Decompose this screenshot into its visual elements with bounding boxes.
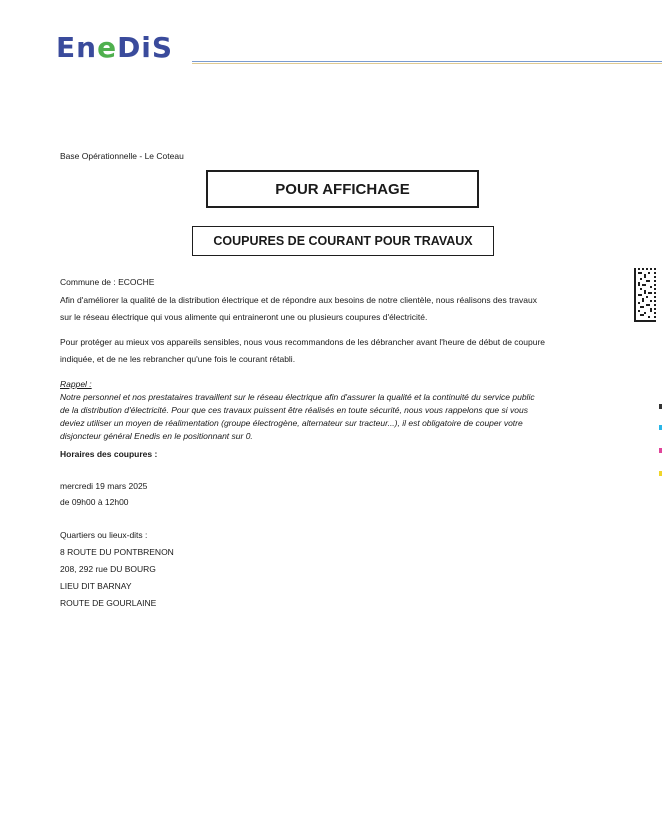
intro-line: Afin d'améliorer la qualité de la distribution électrique et de répondre aux besoins de notre clientèle, nous réalisons des travaux (60, 295, 537, 305)
page-title: POUR AFFICHAGE (275, 180, 410, 198)
rappel-title: Rappel : (60, 379, 92, 389)
lieux-list (60, 544, 620, 612)
base-operationnelle: Base Opérationnelle - Le Coteau (60, 151, 184, 161)
commune-line: Commune de : ECOCHE (60, 277, 155, 287)
rappel-line: disjoncteur général Enedis en le positionnant sur 0. (60, 431, 253, 441)
logo-text-part: En (56, 31, 98, 64)
rappel-line: de la distribution d'électricité. Pour que ces travaux puissent être réalisés en toute sécurité, nous vous rappelons que si vous (60, 405, 528, 415)
advice-paragraph (60, 334, 620, 368)
lieu-item: 8 ROUTE DU PONTBRENON (60, 547, 174, 557)
cut-date: mercredi 19 mars 2025 (60, 481, 148, 491)
enedis-logo (56, 31, 174, 64)
rappel-block (60, 378, 620, 443)
lieu-item: LIEU DIT BARNAY (60, 581, 132, 591)
lieu-item: ROUTE DE GOURLAINE (60, 598, 157, 608)
logo-text-accent: e (97, 31, 118, 64)
header-rule-accent (192, 63, 662, 64)
datamatrix-code (634, 268, 656, 322)
logo-text-part: DiS (117, 31, 174, 64)
rappel-line: deviez utiliser un moyen de réalimentation (groupe électrogène, alternateur sur tracteur...), il est obligatoire de couper votre (60, 418, 523, 428)
cut-time: de 09h00 à 12h00 (60, 497, 129, 507)
subtitle-box (192, 226, 494, 256)
advice-line: Pour protéger au mieux vos appareils sensibles, nous vous recommandons de les débrancher avant l'heure de début de coupure (60, 337, 546, 347)
rappel-line: Notre personnel et nos prestataires travaillent sur le réseau électrique afin d'assurer la qualité et la continuité du service public (60, 392, 535, 402)
advice-line: indiquée, et de ne les rebrancher qu'une fois le courant rétabli. (60, 354, 296, 364)
page-subtitle: COUPURES DE COURANT POUR TRAVAUX (213, 234, 473, 248)
header-rule (192, 61, 662, 62)
intro-line: sur le réseau électrique qui vous alimente qui entraineront une ou plusieurs coupures d'électricité. (60, 312, 428, 322)
lieu-item: 208, 292 rue DU BOURG (60, 564, 156, 574)
lieux-title: Quartiers ou lieux-dits : (60, 530, 148, 540)
horaires-title: Horaires des coupures : (60, 449, 158, 459)
intro-paragraph (60, 292, 620, 326)
title-box (206, 170, 479, 208)
